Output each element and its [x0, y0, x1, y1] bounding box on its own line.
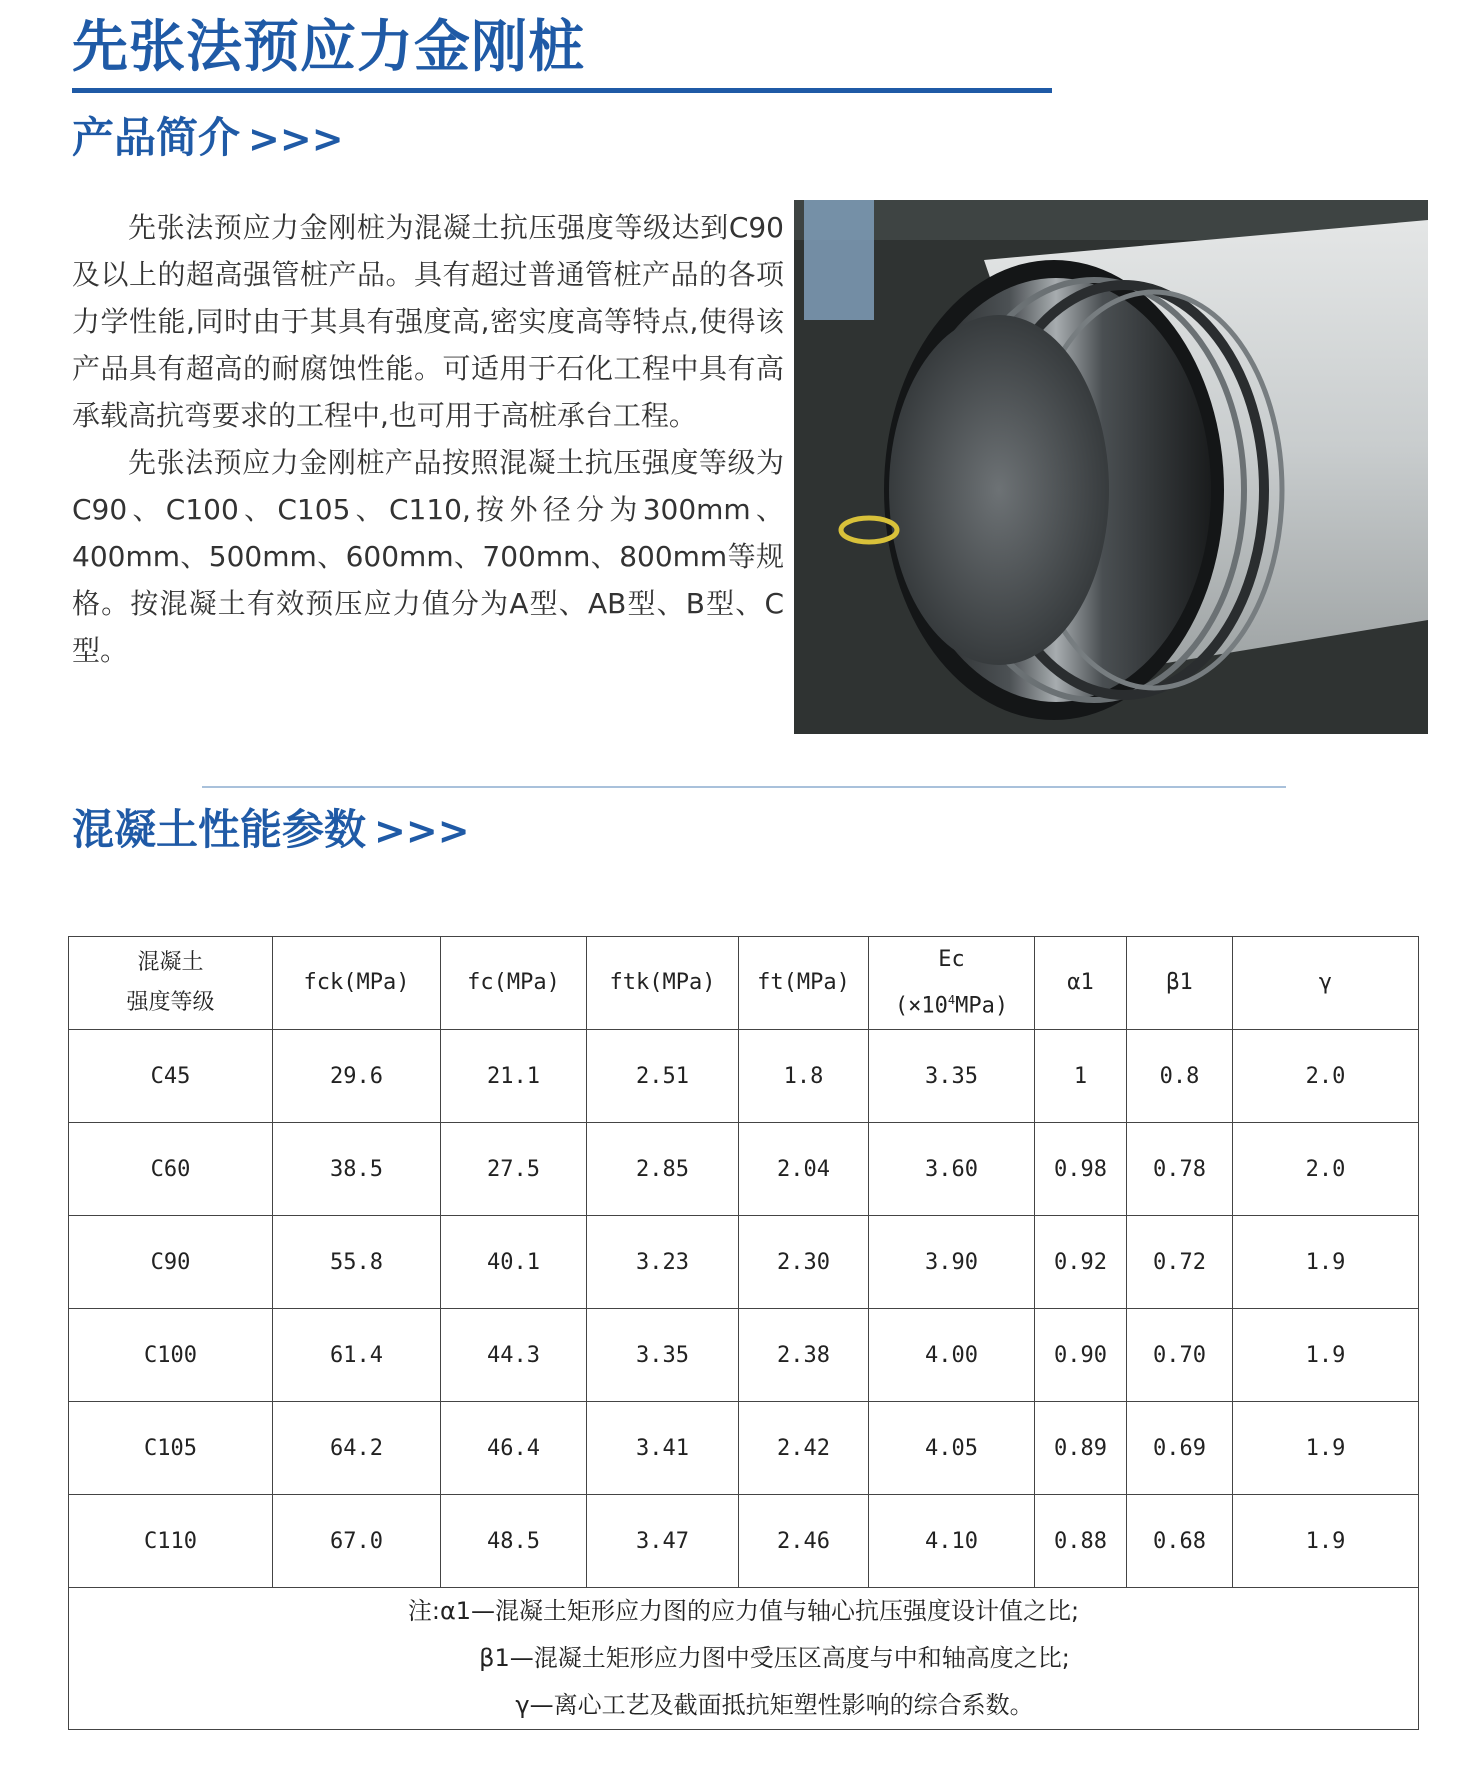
cell-ftk: 3.47	[587, 1495, 739, 1588]
cell-fc: 21.1	[441, 1030, 587, 1123]
table-notes	[69, 1588, 1419, 1730]
header-ec-line2	[869, 980, 1034, 1026]
cell-ft: 2.38	[739, 1309, 869, 1402]
header-gamma: γ	[1233, 937, 1419, 1030]
section-divider	[202, 786, 1286, 788]
cell-ec: 3.60	[869, 1123, 1035, 1216]
cell-ftk: 3.23	[587, 1216, 739, 1309]
product-photo	[794, 200, 1428, 734]
cell-gamma: 1.9	[1233, 1402, 1419, 1495]
cell-ft: 2.04	[739, 1123, 869, 1216]
cell-ftk: 2.85	[587, 1123, 739, 1216]
cell-grade: C105	[69, 1402, 273, 1495]
cell-fc: 40.1	[441, 1216, 587, 1309]
note-alpha1: 注:α1—混凝土矩形应力图的应力值与轴心抗压强度设计值之比;	[407, 1597, 1080, 1625]
title-underline	[72, 88, 1052, 93]
header-ec-exponent: 4	[947, 992, 956, 1007]
cell-fck: 55.8	[273, 1216, 441, 1309]
table-row	[69, 1123, 1419, 1216]
cell-gamma: 1.9	[1233, 1216, 1419, 1309]
cell-gamma: 1.9	[1233, 1309, 1419, 1402]
header-beta1: β1	[1127, 937, 1233, 1030]
cell-ft: 2.30	[739, 1216, 869, 1309]
cell-ftk: 3.35	[587, 1309, 739, 1402]
header-ec-line1: Ec	[938, 946, 965, 972]
cell-alpha1: 1	[1035, 1030, 1127, 1123]
cell-ft: 2.46	[739, 1495, 869, 1588]
table-notes-row	[69, 1588, 1419, 1730]
header-alpha1: α1	[1035, 937, 1127, 1030]
table-row	[69, 1309, 1419, 1402]
cell-fc: 27.5	[441, 1123, 587, 1216]
cell-fc: 46.4	[441, 1402, 587, 1495]
header-ft: ft(MPa)	[739, 937, 869, 1030]
header-grade-line2: 强度等级	[126, 990, 215, 1015]
cell-alpha1: 0.88	[1035, 1495, 1127, 1588]
page-title: 先张法预应力金刚桩	[72, 15, 585, 80]
intro-paragraph-1: 先张法预应力金刚桩为混凝土抗压强度等级达到C90及以上的超高强管桩产品。具有超过普通管桩产品的各项力学性能,同时由于其具有强度高,密实度高等特点,使得该产品具有超高的耐腐蚀性能。可适用于石化工程中具有高承载高抗弯要求的工程中,也可用于高桩承台工程。	[72, 211, 784, 432]
table-row	[69, 1216, 1419, 1309]
concrete-parameter-table-wrapper	[68, 936, 1418, 1730]
table-row	[69, 1495, 1419, 1588]
cell-alpha1: 0.92	[1035, 1216, 1127, 1309]
pile-illustration	[794, 200, 1428, 734]
cell-ft: 1.8	[739, 1030, 869, 1123]
cell-grade: C60	[69, 1123, 273, 1216]
cell-ftk: 3.41	[587, 1402, 739, 1495]
concrete-parameter-table	[68, 936, 1419, 1730]
cell-beta1: 0.70	[1127, 1309, 1233, 1402]
concrete-heading-arrows: >>>	[374, 809, 470, 853]
note-gamma: γ—离心工艺及截面抵抗矩塑性影响的综合系数。	[515, 1691, 1034, 1719]
header-grade	[69, 937, 273, 1030]
cell-ec: 3.90	[869, 1216, 1035, 1309]
header-grade-line1: 混凝土	[137, 950, 204, 975]
intro-heading-text: 产品简介	[72, 113, 241, 162]
intro-paragraph-2: 先张法预应力金刚桩产品按照混凝土抗压强度等级为C90、C100、C105、C110,按外径分为300mm、400mm、500mm、600mm、700mm、800mm等规格。按混凝土有效预压应力值分为A型、AB型、B型、C型。	[72, 446, 784, 667]
cell-fck: 61.4	[273, 1309, 441, 1402]
cell-alpha1: 0.90	[1035, 1309, 1127, 1402]
table-body	[69, 1030, 1419, 1588]
header-ftk: ftk(MPa)	[587, 937, 739, 1030]
intro-heading	[72, 110, 344, 167]
cell-fck: 64.2	[273, 1402, 441, 1495]
cell-fck: 67.0	[273, 1495, 441, 1588]
cell-fck: 29.6	[273, 1030, 441, 1123]
note-beta1: β1—混凝土矩形应力图中受压区高度与中和轴高度之比;	[479, 1644, 1070, 1672]
header-fc: fc(MPa)	[441, 937, 587, 1030]
header-ec-prefix: (×10	[894, 993, 948, 1019]
cell-ec: 3.35	[869, 1030, 1035, 1123]
cell-grade: C45	[69, 1030, 273, 1123]
cell-beta1: 0.69	[1127, 1402, 1233, 1495]
intro-heading-arrows: >>>	[248, 117, 344, 161]
cell-alpha1: 0.89	[1035, 1402, 1127, 1495]
cell-beta1: 0.72	[1127, 1216, 1233, 1309]
cell-ft: 2.42	[739, 1402, 869, 1495]
cell-beta1: 0.8	[1127, 1030, 1233, 1123]
cell-beta1: 0.78	[1127, 1123, 1233, 1216]
table-row	[69, 1402, 1419, 1495]
header-ec	[869, 937, 1035, 1030]
cell-fc: 48.5	[441, 1495, 587, 1588]
cell-gamma: 2.0	[1233, 1123, 1419, 1216]
cell-ec: 4.05	[869, 1402, 1035, 1495]
cell-gamma: 2.0	[1233, 1030, 1419, 1123]
cell-ec: 4.10	[869, 1495, 1035, 1588]
cell-grade: C110	[69, 1495, 273, 1588]
cell-ec: 4.00	[869, 1309, 1035, 1402]
cell-beta1: 0.68	[1127, 1495, 1233, 1588]
table-row	[69, 1030, 1419, 1123]
header-ec-suffix: MPa)	[955, 993, 1009, 1019]
table-header-row	[69, 937, 1419, 1030]
cell-alpha1: 0.98	[1035, 1123, 1127, 1216]
cell-grade: C100	[69, 1309, 273, 1402]
concrete-heading	[72, 802, 470, 859]
cell-fc: 44.3	[441, 1309, 587, 1402]
concrete-heading-text: 混凝土性能参数	[72, 805, 367, 854]
cell-ftk: 2.51	[587, 1030, 739, 1123]
intro-text	[72, 204, 784, 674]
cell-fck: 38.5	[273, 1123, 441, 1216]
cell-gamma: 1.9	[1233, 1495, 1419, 1588]
cell-grade: C90	[69, 1216, 273, 1309]
header-fck: fck(MPa)	[273, 937, 441, 1030]
